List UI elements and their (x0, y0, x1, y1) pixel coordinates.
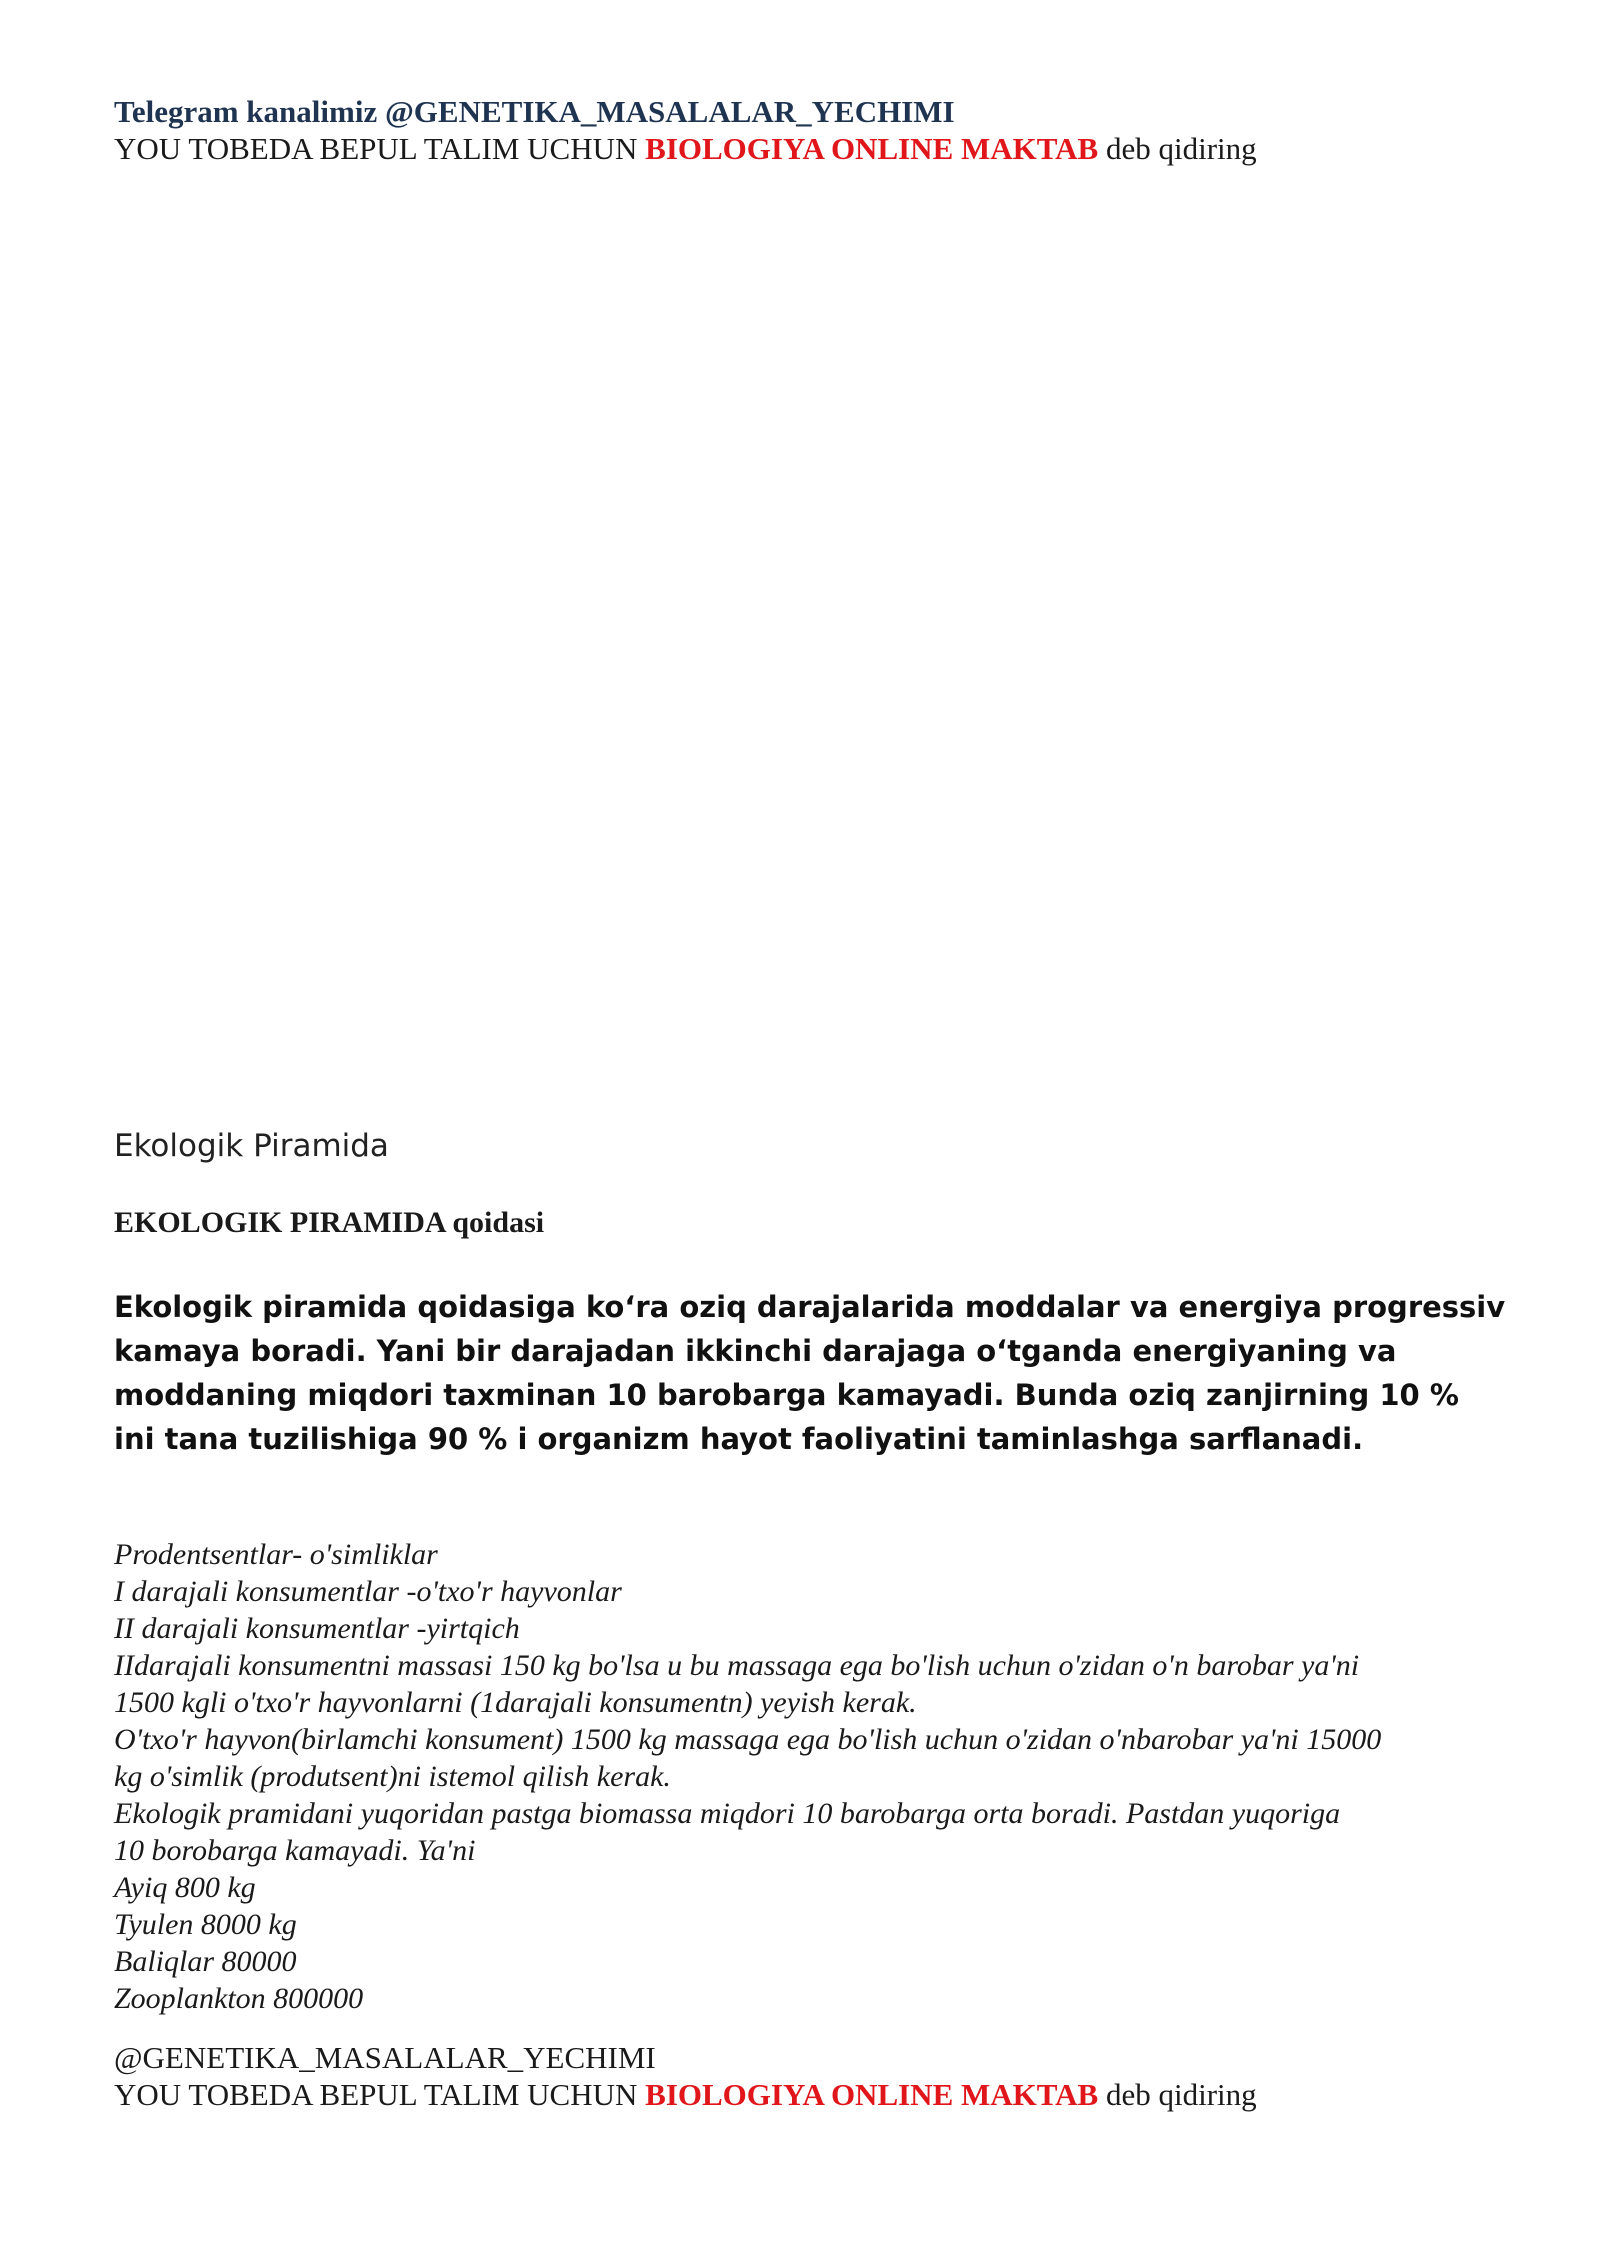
rule-paragraph (114, 1285, 1506, 1461)
promo-prefix: YOU TOBEDA BEPUL TALIM UCHUN (114, 131, 646, 166)
rule-title: EKOLOGIK PIRAMIDA qoidasi (114, 1206, 545, 1239)
note-line: II darajali konsumentlar -yirtqich (114, 1612, 520, 1645)
telegram-channel-title: Telegram kanalimiz @GENETIKA_MASALALAR_YECHIMI (114, 94, 955, 129)
rule-paragraph-line: Ekologik piramida qoidasiga koʻra oziq darajalarida moddalar va energiya progressiv (114, 1290, 1506, 1324)
promo-suffix: deb qidiring (1098, 2077, 1257, 2112)
promo-prefix: YOU TOBEDA BEPUL TALIM UCHUN (114, 2077, 646, 2112)
rule-paragraph-line: ini tana tuzilishiga 90 % i organizm hayot faoliyatini taminlashga sarflanadi. (114, 1422, 1364, 1456)
note-line: 1500 kgli o'txo'r hayvonlarni (1darajali konsumentn) yeyish kerak. (114, 1686, 917, 1719)
rule-paragraph-line: kamaya boradi. Yani bir darajadan ikkinchi darajaga oʻtganda energiyaning va (114, 1334, 1397, 1368)
footer-handle: @GENETIKA_MASALALAR_YECHIMI (114, 2040, 656, 2075)
promo-line-bottom (114, 2077, 1257, 2113)
rule-paragraph-line: moddaning miqdori taxminan 10 barobarga kamayadi. Bunda oziq zanjirning 10 % (114, 1378, 1459, 1412)
note-line: Zooplankton 800000 (114, 1982, 364, 2015)
note-line: Tyulen 8000 kg (114, 1908, 297, 1941)
note-line: I darajali konsumentlar -o'txo'r hayvonlar (114, 1575, 622, 1608)
note-line: Baliqlar 80000 (114, 1945, 297, 1978)
note-line: kg o'simlik (produtsent)ni istemol qilish kerak. (114, 1760, 671, 1793)
note-line: Ekologik pramidani yuqoridan pastga biomassa miqdori 10 barobarga orta boradi. Pastdan yuqoriga (114, 1797, 1341, 1830)
promo-line-top (114, 131, 1257, 167)
note-line: Prodentsentlar- o'simliklar (114, 1538, 438, 1571)
promo-highlight: BIOLOGIYA ONLINE MAKTAB (645, 2077, 1099, 2112)
note-line: IIdarajali konsumentni massasi 150 kg bo'lsa u bu massaga ega bo'lish uchun o'zidan o'n barobar ya'ni (114, 1649, 1360, 1682)
section-heading: Ekologik Piramida (114, 1128, 389, 1164)
notes-block (114, 1536, 1514, 2017)
note-line: Ayiq 800 kg (114, 1871, 256, 1904)
note-line: O'txo'r hayvon(birlamchi konsument) 1500 kg massaga ega bo'lish uchun o'zidan o'nbarobar ya'ni 15000 (114, 1723, 1382, 1756)
promo-suffix: deb qidiring (1098, 131, 1257, 166)
promo-highlight: BIOLOGIYA ONLINE MAKTAB (645, 131, 1099, 166)
note-line: 10 borobarga kamayadi. Ya'ni (114, 1834, 476, 1867)
